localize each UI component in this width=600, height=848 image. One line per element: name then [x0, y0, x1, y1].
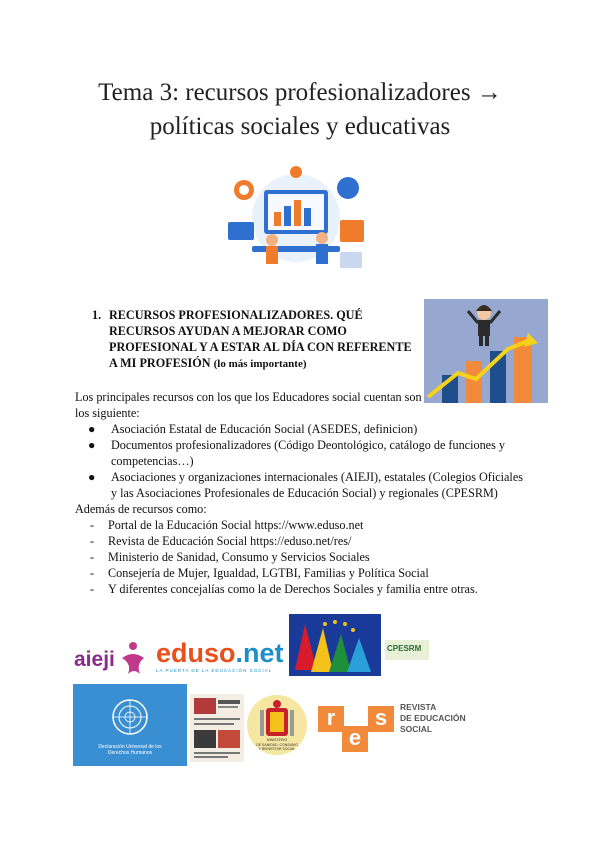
- heading-line-main: A MI PROFESIÓN: [109, 356, 211, 370]
- hero-illustration: [222, 160, 370, 278]
- aieji-logo-text: aieji: [74, 648, 115, 671]
- list-item: [75, 421, 530, 437]
- list-item-text: Portal de la Educación Social https://www.eduso.net: [108, 518, 364, 532]
- list-item-text: Consejería de Mujer, Igualdad, LGTBI, Familias y Política Social: [108, 566, 429, 580]
- social-europe-logo: [289, 614, 381, 676]
- eduso-logo-tld: .net: [235, 638, 284, 668]
- list-item: [75, 549, 530, 565]
- res-title-line: DE EDUCACIÓN: [400, 713, 466, 723]
- dash-marker: -: [90, 582, 95, 596]
- eduso-logo-text: eduso: [156, 638, 236, 668]
- res-title-line: SOCIAL: [400, 724, 433, 734]
- res-letter-r: r: [318, 706, 344, 732]
- also-line: Además de recursos como:: [75, 502, 207, 516]
- list-item-text: Documentos profesionalizadores (Código Deontológico, catálogo de funciones y competencias…): [111, 438, 505, 468]
- section-heading: [92, 307, 422, 372]
- bullet-marker: ●: [88, 438, 96, 452]
- page-title: [0, 76, 600, 144]
- bullet-marker: ●: [88, 470, 96, 484]
- heading-line: PROFESIONAL Y A ESTAR AL DÍA CON REFERENTE: [109, 340, 412, 354]
- dash-marker: -: [90, 534, 95, 548]
- aieji-figure-icon: [118, 640, 148, 676]
- section-number: 1.: [92, 308, 102, 322]
- cpesrm-logo: [385, 640, 429, 660]
- document-collage-image: [190, 694, 244, 762]
- intro-line: los siguiente:: [75, 406, 140, 420]
- heading-note: (lo más importante): [213, 358, 307, 370]
- res-letter-s: s: [368, 706, 394, 732]
- res-letter-e: e: [342, 726, 368, 752]
- bullet-marker: ●: [88, 422, 96, 436]
- heading-line: [109, 355, 422, 372]
- ministry-caption-line: DE SANIDAD, CONSUMO: [256, 742, 298, 747]
- eduso-tagline: LA PUERTA DE LA EDUCACIÓN SOCIAL: [156, 668, 273, 673]
- dash-marker: -: [90, 566, 95, 580]
- res-logo: [318, 700, 488, 760]
- list-item: [75, 517, 530, 533]
- list-item-text: Ministerio de Sanidad, Consumo y Servicios Sociales: [108, 550, 370, 564]
- list-item: [75, 581, 530, 597]
- growth-chart-image: [424, 299, 548, 403]
- ministry-caption-line: Y BIENESTAR SOCIAL: [258, 747, 296, 751]
- ministry-caption-line: MINISTERIO: [266, 738, 288, 742]
- list-item: [75, 533, 530, 549]
- eduso-logo: [156, 638, 284, 680]
- un-emblem-icon: [109, 696, 151, 738]
- dash-list: [75, 517, 530, 597]
- list-item: [75, 565, 530, 581]
- list-item-text: Y diferentes concejalías como la de Derechos Sociales y familia entre otras.: [108, 582, 478, 596]
- ministry-logo: [246, 694, 308, 766]
- title-line-1: Tema 3: recursos profesionalizadores →: [98, 79, 502, 106]
- list-item-text: Asociación Estatal de Educación Social (ASEDES, definicion): [111, 422, 418, 436]
- list-item-text: Revista de Educación Social https://eduso.net/res/: [108, 534, 352, 548]
- cpesrm-logo-text: CPESRM: [387, 644, 422, 653]
- un-caption-line: Derechos Humanos: [107, 750, 153, 756]
- list-item-text: Asociaciones y organizaciones internacionales (AIEJI), estatales (Colegios Oficiales y las Asociaciones Profesionales de Educación Social) y regionales (CPESRM): [111, 470, 523, 500]
- title-line-2: políticas sociales y educativas: [149, 113, 451, 140]
- list-item: [75, 469, 530, 501]
- bullet-list: [75, 421, 530, 501]
- intro-line: Los principales recursos con los que los Educadores social cuentan son: [75, 390, 422, 404]
- list-item: [75, 437, 530, 469]
- dash-marker: -: [90, 518, 95, 532]
- heading-line: RECURSOS PROFESIONALIZADORES. QUÉ: [109, 308, 363, 322]
- res-title-line: REVISTA: [400, 702, 437, 712]
- un-human-rights-logo: [73, 684, 187, 766]
- un-caption-line: Declaración Universal de los: [98, 744, 162, 750]
- heading-line: RECURSOS AYUDAN A MEJORAR COMO: [109, 324, 347, 338]
- aieji-logo: [74, 640, 148, 682]
- body-text: [75, 389, 530, 597]
- dash-marker: -: [90, 550, 95, 564]
